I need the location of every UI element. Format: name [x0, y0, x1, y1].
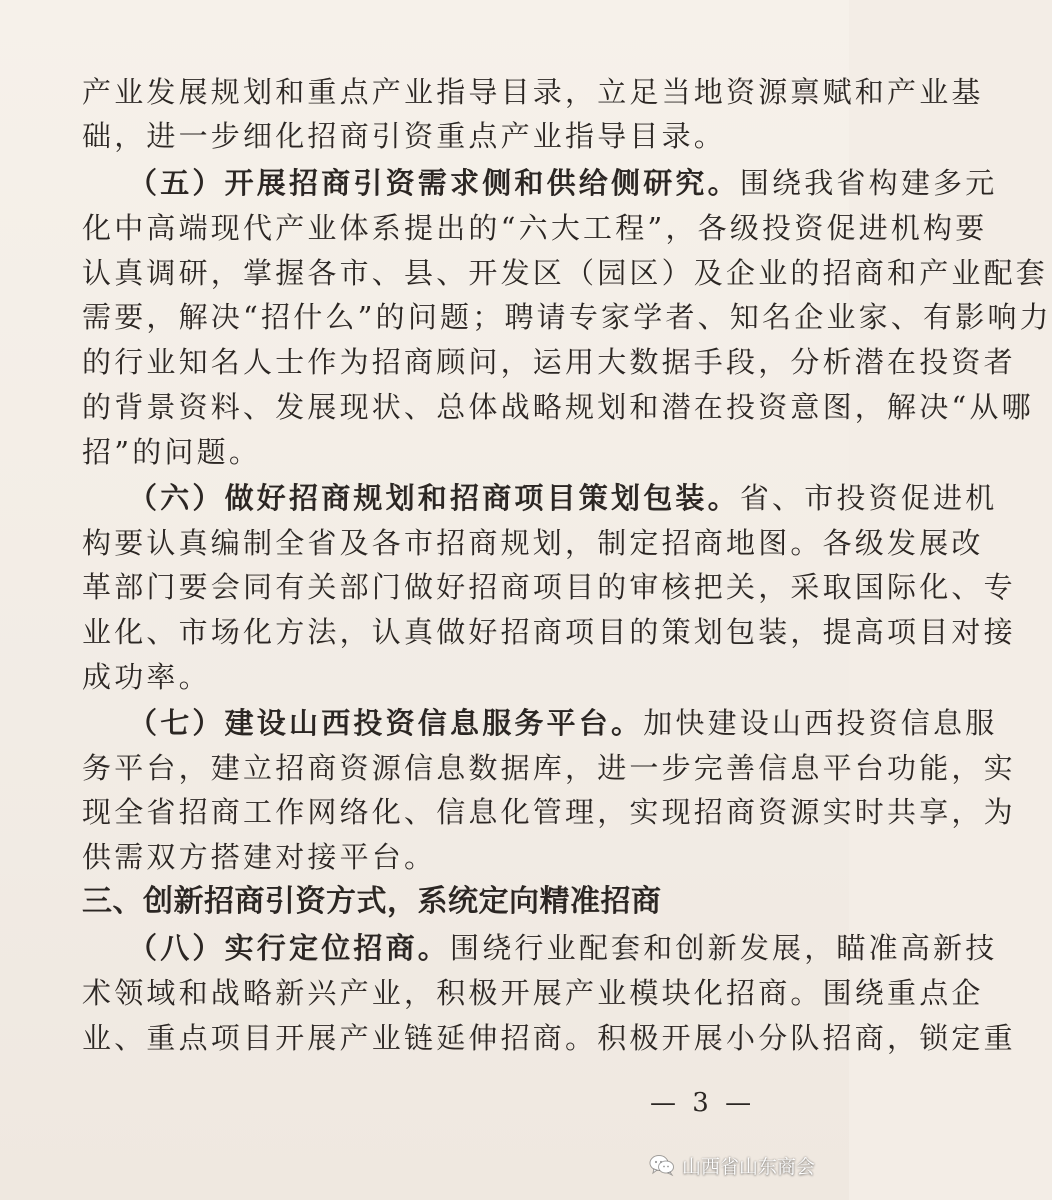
- text-line-22: 业、重点项目开展产业链延伸招商。积极开展小分队招商，锁定重: [82, 1021, 1016, 1055]
- text-line-18: 供需双方搭建对接平台。: [82, 840, 437, 874]
- section-7-first-line: （七）建设山西投资信息服务平台。加快建设山西投资信息服: [128, 706, 998, 740]
- section-8-title: （八）实行定位招商。: [128, 931, 451, 965]
- watermark-label: 山西省山东商会: [682, 1155, 816, 1178]
- text-line-12: 革部门要会同有关部门做好招商项目的审核把关，采取国际化、专: [82, 570, 1016, 604]
- text-line-14: 成功率。: [82, 660, 211, 694]
- section-6-first-line: （六）做好招商规划和招商项目策划包装。省、市投资促进机: [128, 481, 998, 515]
- section-3-heading: 三、创新招商引资方式，系统定向精准招商: [82, 884, 662, 919]
- text-line-11: 构要认真编制全省及各市招商规划，制定招商地图。各级发展改: [82, 526, 984, 560]
- text-line-21: 术领域和战略新兴产业，积极开展产业模块化招商。围绕重点企: [82, 976, 984, 1010]
- page-number: — 3 —: [650, 1088, 756, 1118]
- wechat-icon: [648, 1153, 676, 1177]
- text-line-9: 招”的问题。: [82, 435, 262, 469]
- text-line-2: 础，进一步细化招商引资重点产业指导目录。: [82, 119, 727, 153]
- section-6-title: （六）做好招商规划和招商项目策划包装。: [128, 481, 740, 515]
- text-line-17: 现全省招商工作网络化、信息化管理，实现招商资源实时共享，为: [82, 795, 1016, 829]
- text-line-8: 的背景资料、发展现状、总体战略规划和潜在投资意图，解决“从哪: [82, 390, 1034, 424]
- text-line-4: 化中高端现代产业体系提出的“六大工程”，各级投资促进机构要: [82, 211, 988, 245]
- section-8-first-line: （八）实行定位招商。围绕行业配套和创新发展，瞄准高新技: [128, 931, 998, 965]
- section-5-first-line: （五）开展招商引资需求侧和供给侧研究。围绕我省构建多元: [128, 166, 998, 200]
- text-line-6: 需要，解决“招什么”的问题；聘请专家学者、知名企业家、有影响力: [82, 300, 1052, 334]
- text-line-7: 的行业知名人士作为招商顾问，运用大数据手段，分析潜在投资者: [82, 345, 1016, 379]
- text-line-13: 业化、市场化方法，认真做好招商项目的策划包装，提高项目对接: [82, 615, 1016, 649]
- text-line-1: 产业发展规划和重点产业指导目录，立足当地资源禀赋和产业基: [82, 75, 984, 109]
- text-line-16: 务平台，建立招商资源信息数据库，进一步完善信息平台功能，实: [82, 751, 1016, 785]
- section-7-title: （七）建设山西投资信息服务平台。: [128, 706, 644, 740]
- section-5-title: （五）开展招商引资需求侧和供给侧研究。: [128, 166, 740, 200]
- text-line-5: 认真调研，掌握各市、县、开发区（园区）及企业的招商和产业配套: [82, 256, 1049, 290]
- wechat-watermark: [648, 1150, 815, 1180]
